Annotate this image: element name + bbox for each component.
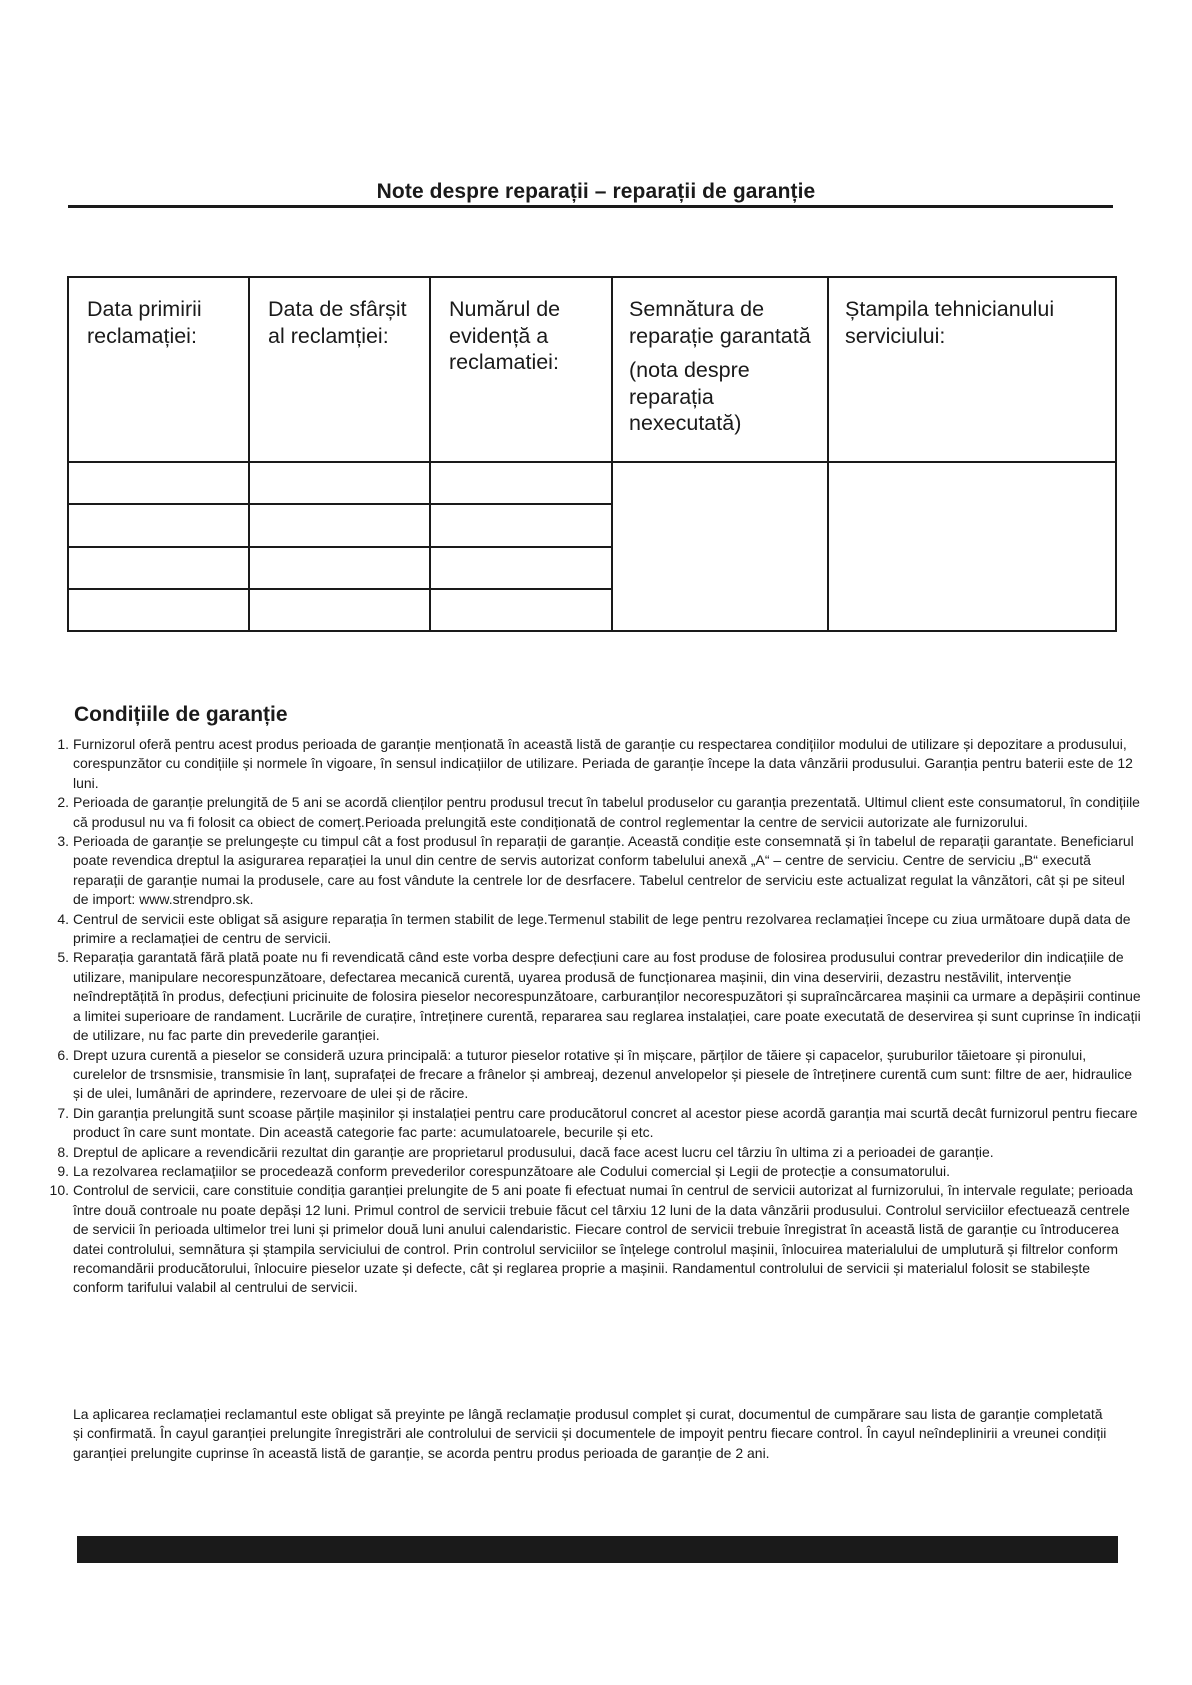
cell-record-number[interactable]	[430, 504, 612, 546]
cell-date-finished[interactable]	[249, 462, 430, 504]
condition-item	[57, 948, 1143, 1045]
page-title: Note despre reparații – reparații de garanție	[376, 180, 816, 203]
condition-number: 3.	[57, 833, 69, 850]
closing-paragraph: La aplicarea reclamației reclamantul este obligat să preyinte pe lângă reclamație produsul complet și curat, documentul de cumpărare sau lista de garanție completată și confirmată. În cayul garanției prelungite înregistrări ale controlului de servicii și documentele de impoyit pentru fiecare control. În cayul neîndeplinirii a vreunei condiții garanției prelungite cuprinse în această listă de garanție, se acorda pentru produs perioada de garanție de 2 ani.	[73, 1406, 1107, 1461]
condition-number: 8.	[57, 1143, 69, 1160]
cell-date-received[interactable]	[68, 462, 249, 504]
cell-record-number[interactable]	[430, 589, 612, 631]
title-divider	[68, 205, 1113, 208]
condition-item	[57, 1143, 1143, 1162]
column-header-signature	[612, 277, 828, 462]
condition-text: Centrul de servicii este obligat să asigure reparația în termen stabilit de lege.Termenul stabilit de lege pentru rezolvarea reclamației începe cu ziua următoare după data de primire a reclamației de centru de servicii.	[73, 910, 1131, 947]
condition-text: Perioada de garanție prelungită de 5 ani se acordă clienților pentru produsul trecut în tabelul produselor cu garanția prezentată. Ultimul client este consumatorul, în condițiile că produsul nu va fi folosit ca obiect de comerț.Perioada prelungită este condiționată de control reglementar la centre de servicii autorizate ale furnizorului.	[73, 794, 1140, 830]
cell-date-received[interactable]	[68, 589, 249, 631]
condition-number: 7.	[57, 1104, 69, 1121]
column-header-date-finished	[249, 277, 430, 462]
condition-text: Drept uzura curentă a pieselor se consideră uzura principală: a tuturor pieselor rotative și în mișcare, părților de tăiere și capacelor, șuruburilor tăietoare și pironului, curelelor de trsnsmisie, transmisie în lanț, suprafaței de frecare a frânelor și ambreaj, dezenul anvelopelor și piesele de întreținere curentă cum sunt: filtre de aer, hidraulice și de ulei, lumânări de aprindere, rezervoare de ulei și de răcire.	[73, 1046, 1133, 1102]
column-header-record-number	[430, 277, 612, 462]
cell-signature[interactable]	[612, 462, 828, 631]
cell-date-received[interactable]	[68, 547, 249, 589]
column-header-label: Data primirii reclamației:	[87, 297, 202, 348]
cell-date-received[interactable]	[68, 504, 249, 546]
condition-text: Din garanția prelungită sunt scoase părțile mașinilor și instalației pentru care producătorul concret al acestor piese acordă garanția mai scurtă decât furnizorul pentru fiecare product în care sunt montate. Din această categorie fac parte: acumulatoarele, becurile și etc.	[73, 1104, 1138, 1141]
condition-text: Perioada de garanție se prelungește cu timpul cât a fost produsul în reparații de garanție. Această condiție este consemnată și în tabelul de reparații garantate. Beneficiarul poate revendica dreptul la asigurarea reparației la unul din centre de servis autorizat conform tabelului anexă „A“ – centre de serviciu. Centre de serviciu „B“ execută reparații de garanție numai la produsele, care au fost vândute la centrele lor de desrfacere. Tabelul centrelor de serviciu este actualizat regulat la vânzători, cât și pe siteul de import: www.strendpro.sk.	[73, 833, 1134, 908]
column-header-label: Ștampila tehnicianului serviciului:	[845, 297, 1055, 348]
condition-number: 6.	[57, 1046, 69, 1063]
column-header-label: Numărul de evidență a reclamatiei:	[449, 297, 561, 374]
condition-item	[57, 832, 1143, 910]
table-row	[68, 462, 1116, 504]
condition-item	[57, 1046, 1143, 1104]
conditions-list	[49, 735, 1143, 1298]
cell-date-finished[interactable]	[249, 547, 430, 589]
condition-number: 4.	[57, 910, 69, 927]
condition-number: 1.	[57, 736, 69, 752]
condition-item	[57, 1104, 1143, 1143]
condition-number: 2.	[57, 794, 69, 811]
cell-date-finished[interactable]	[249, 504, 430, 546]
column-header-date-received	[68, 277, 249, 462]
condition-number: 9.	[57, 1162, 69, 1179]
conditions-title: Condițiile de garanție	[74, 703, 288, 726]
condition-text: Controlul de servicii, care constituie condiția garanției prelungite de 5 ani poate fi efectuat numai în centrul de servicii autorizat al furnizorului, în intervale regulate; perioada între două controale nu poate depăși 12 luni. Primul control de servicii trebuie făcut cel târxiu 12 luni de la data vânzării produsului. Controlul serviciilor efectuează centrele de servicii în perioada ultimelor trei luni și primelor două luni anului calendaristic. Fiecare control de servicii trebuie înregistrat în această listă de garanție cu întroducerea datei controlului, semnătura și ștampila serviciului de control. Prin controlul serviciilor se înțelege controlul mașinii, înlocuirea materialului de umplutură și filtrelor conform recomandării producătorului, înlocuire pieselor uzate și defecte, cât și reglarea proprie a mașinii. Randamentul controlului de servicii și materialul folosit se stabilește conform tarifului valabil al centrului de servicii.	[73, 1182, 1133, 1296]
condition-item	[57, 735, 1143, 793]
condition-number: 5.	[57, 949, 69, 966]
column-header-label: Semnătura de reparație garantată	[629, 297, 811, 348]
condition-item	[49, 1181, 1143, 1297]
condition-text: La rezolvarea reclamațiilor se procedează conform prevederilor corespunzătoare ale Codului comercial și Legii de protecție a consumatorului.	[73, 1162, 951, 1179]
condition-item	[57, 1162, 1143, 1181]
condition-item	[57, 910, 1143, 949]
footer-bar	[77, 1536, 1118, 1563]
repair-records-table	[67, 276, 1117, 632]
column-header-label: Data de sfârșit al reclamției:	[268, 297, 407, 348]
condition-text: Reparația garantată fără plată poate nu fi revendicată când este vorba despre defecțiuni care au fost produse de folosirea produsului contrar prevederilor din indicațiile de utilizare, manipulare necorespunzătoare, defectarea mecanică curentă, uyarea produsă de funcționarea mașinii, din vina deservirii, dezastru nestăvilit, intervenție neîndreptățită în produs, defecțiuni pricinuite de folosira pieselor necorespunzătoare, carburanților necorespuzători și supraîncărcarea mașinii ca urmare a depășirii continue a limitei superioare de randament. Lucrările de curațire, întreținere curentă, repararea sau reglarea instalației, care poate executată de deservirea și sunt cuprinse în indicații de utilizare, nu fac parte din prevederile garanției.	[73, 949, 1141, 1044]
cell-record-number[interactable]	[430, 462, 612, 504]
cell-stamp[interactable]	[828, 462, 1116, 631]
condition-text: Dreptul de aplicare a revendicării rezultat din garanție are proprietarul produsului, dacă face acest lucru cel târziu în ultima zi a perioadei de garanție.	[73, 1143, 994, 1160]
column-header-note: (nota despre reparația nexecutată)	[629, 358, 750, 435]
cell-date-finished[interactable]	[249, 589, 430, 631]
condition-text: Furnizorul oferă pentru acest produs perioada de garanție menționată în această listă de garanție cu respectarea condițiilor modului de utilizare și depozitare a produsului, corespunzător cu condițiile și normele în vigoare, în sensul indicațiilor de utilizare. Periada de garanție începe la data vânzării produsului. Garanția pentru baterii este de 12 luni.	[73, 736, 1133, 791]
condition-item	[57, 793, 1143, 832]
table-header-row	[68, 277, 1116, 462]
condition-number: 10.	[49, 1182, 69, 1199]
cell-record-number[interactable]	[430, 547, 612, 589]
column-header-stamp	[828, 277, 1116, 462]
